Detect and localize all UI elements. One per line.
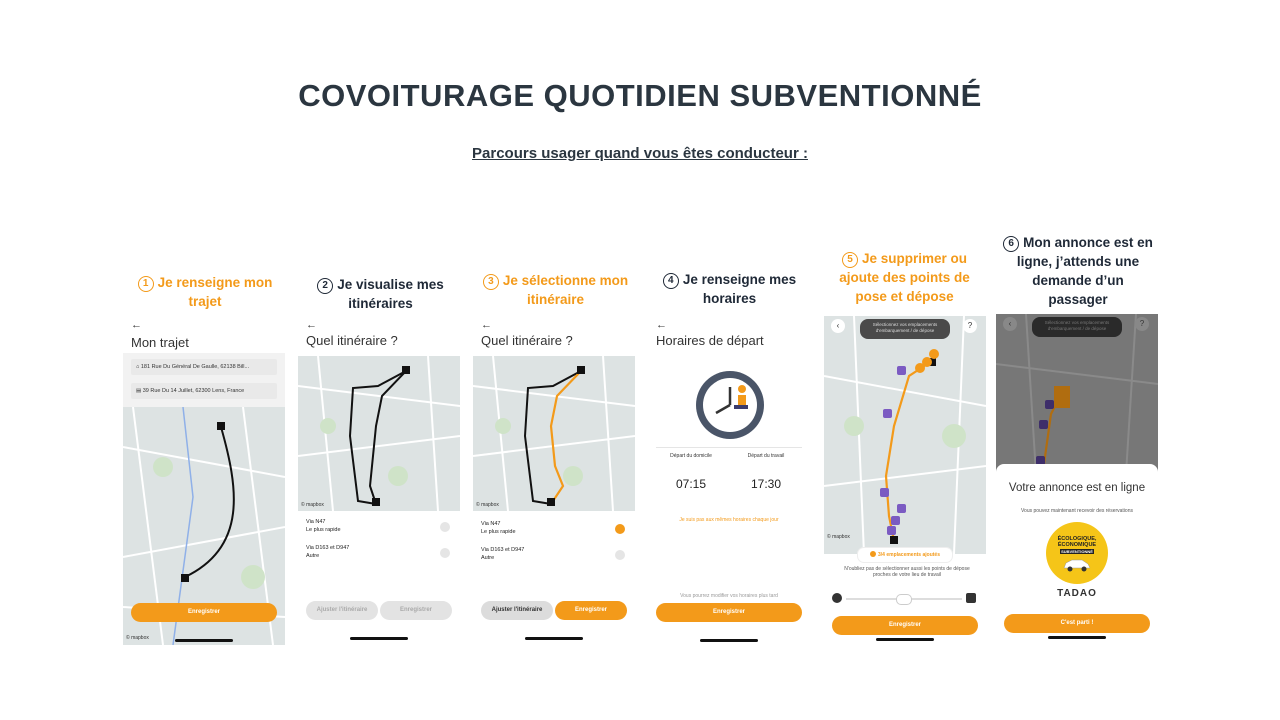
route-map[interactable]	[298, 356, 460, 511]
origin-address-field[interactable]	[131, 359, 277, 375]
stops-map[interactable]	[824, 316, 986, 554]
dimmed-map	[996, 314, 1158, 474]
save-button[interactable]: Enregistrer	[380, 601, 452, 620]
screen-quel-itineraire	[298, 317, 460, 645]
step-number: 6	[1003, 236, 1019, 252]
screen-heading: Quel itinéraire ?	[306, 333, 398, 348]
route-radio[interactable]	[615, 550, 625, 560]
departure-home-time[interactable]: 07:15	[675, 477, 707, 491]
route-option-subtitle: Le plus rapide	[306, 527, 341, 533]
departure-work-time[interactable]: 17:30	[750, 477, 782, 491]
save-button[interactable]: Enregistrer	[555, 601, 627, 620]
page-subtitle: Parcours usager quand vous êtes conducteur :	[472, 145, 808, 162]
mapbox-logo: © mapbox	[301, 502, 324, 508]
route-option-subtitle: Autre	[306, 553, 320, 559]
save-button[interactable]: Enregistrer	[131, 603, 277, 622]
destination-address-field[interactable]	[131, 383, 277, 399]
help-icon[interactable]: ?	[963, 319, 977, 333]
modify-later-note: Vous pourrez modifier vos horaires plus tard	[680, 593, 778, 599]
screen-mon-trajet	[123, 317, 285, 645]
clock-illustration	[694, 369, 766, 441]
page-title: COVOITURAGE QUOTIDIEN SUBVENTIONNÉ	[298, 78, 982, 113]
route-option-subtitle: Autre	[481, 555, 495, 561]
back-icon[interactable]: ‹	[831, 319, 845, 333]
different-hours-link[interactable]: Je suis pas aux mêmes horaires chaque jour	[679, 517, 779, 523]
step-4-caption	[652, 270, 807, 308]
step-text: Je supprimer ou ajoute des points de pose et dépose	[839, 251, 970, 304]
home-indicator	[876, 638, 934, 641]
step-number: 2	[317, 278, 333, 294]
home-indicator	[525, 637, 583, 640]
step-text: Je renseigne mes horaires	[682, 272, 797, 306]
back-arrow-icon[interactable]: ←	[656, 319, 667, 331]
route-option-title: Via N47	[481, 521, 501, 527]
home-icon: ⌂	[136, 364, 141, 370]
help-icon[interactable]: ?	[1135, 317, 1149, 331]
stops-count-chip	[857, 547, 953, 563]
route-option-2[interactable]	[298, 545, 460, 565]
route-option-title: Via D163 et D947	[306, 545, 350, 551]
route-radio-selected[interactable]	[615, 524, 625, 534]
instruction-banner: Sélectionnez vos emplacements d'embarquement / de dépose	[1032, 317, 1122, 337]
screen-horaires	[648, 317, 810, 645]
mapbox-logo: © mapbox	[827, 534, 850, 540]
route-radio[interactable]	[440, 548, 450, 558]
screen-heading: Quel itinéraire ?	[481, 333, 573, 348]
route-option-title: Via D163 et D947	[481, 547, 525, 553]
save-button[interactable]: Enregistrer	[832, 616, 978, 635]
step-number: 1	[138, 276, 154, 292]
mapbox-logo: © mapbox	[126, 635, 149, 641]
step-text: Mon annonce est en ligne, j’attends une demande d’un passager	[1016, 235, 1153, 307]
slider-thumb[interactable]	[896, 594, 912, 605]
step-text: Je renseigne mon trajet	[157, 275, 273, 309]
screen-points-pose	[824, 316, 986, 641]
home-indicator	[350, 637, 408, 640]
route-map[interactable]	[473, 356, 635, 511]
pin-icon	[870, 551, 876, 557]
departure-work-label: Départ du travail	[747, 453, 785, 459]
screen-heading: Mon trajet	[131, 335, 189, 350]
home-icon	[832, 593, 842, 603]
screen-annonce-en-ligne	[996, 314, 1158, 641]
confirmation-sheet	[996, 464, 1158, 641]
step-number: 3	[483, 274, 499, 290]
step-number: 5	[842, 252, 858, 268]
route-radio[interactable]	[440, 522, 450, 532]
back-arrow-icon[interactable]: ←	[131, 319, 142, 331]
step-text: Je sélectionne mon itinéraire	[502, 273, 629, 307]
route-option-title: Via N47	[306, 519, 326, 525]
route-option-2[interactable]	[473, 547, 635, 567]
badge-line-3: SUBVENTIONNÉ	[1061, 549, 1093, 554]
step-6-caption	[1003, 233, 1153, 309]
instruction-banner: Sélectionnez vos emplacements d'embarquement / de dépose	[860, 319, 950, 339]
home-indicator	[700, 639, 758, 642]
route-option-subtitle: Le plus rapide	[481, 529, 516, 535]
back-arrow-icon[interactable]: ←	[306, 319, 317, 331]
home-indicator	[175, 639, 233, 642]
route-options-sheet	[298, 511, 460, 645]
route-option-1[interactable]	[473, 521, 635, 541]
origin-address-text: 181 Rue Du Général De Gaulle, 62138 Bill...	[140, 364, 250, 370]
screen-heading: Horaires de départ	[656, 333, 764, 348]
destination-address-text: 39 Rue Du 14 Juillet, 62300 Lens, France	[142, 388, 245, 394]
save-button[interactable]: Enregistrer	[656, 603, 802, 622]
tadao-logo: TADAO	[1057, 588, 1097, 599]
back-icon[interactable]: ‹	[1003, 317, 1017, 331]
step-number: 4	[663, 273, 679, 289]
badge-line-1: ÉCOLOGIQUE,	[1057, 536, 1097, 542]
adjust-route-button[interactable]: Ajuster l'itinéraire	[481, 601, 553, 620]
route-option-1[interactable]	[298, 519, 460, 539]
mapbox-logo: © mapbox	[476, 502, 499, 508]
departure-home-label: Départ du domicile	[670, 453, 712, 459]
time-slider[interactable]	[832, 593, 978, 605]
dropoff-hint: N'oubliez pas de sélectionner aussi les points de dépose proches de votre lieu de travail	[844, 566, 970, 578]
home-indicator	[1048, 636, 1106, 639]
screen-select-itineraire	[473, 317, 635, 645]
start-button[interactable]: C'est parti !	[1004, 614, 1150, 633]
adjust-route-button[interactable]: Ajuster l'itinéraire	[306, 601, 378, 620]
step-1-caption	[130, 273, 280, 311]
back-arrow-icon[interactable]: ←	[481, 319, 492, 331]
confirmation-heading: Votre annonce est en ligne	[1008, 482, 1146, 494]
badge-line-2: ÉCONOMIQUE	[1057, 542, 1097, 548]
briefcase-icon: ▤	[136, 388, 143, 394]
step-text: Je visualise mes itinéraires	[337, 277, 444, 311]
stops-count-text: 3/4 emplacements ajoutés	[878, 552, 940, 558]
work-icon	[966, 593, 976, 603]
step-5-caption	[827, 249, 982, 306]
car-icon	[1062, 558, 1092, 572]
eco-badge	[1046, 522, 1108, 584]
step-3-caption	[478, 271, 633, 309]
route-options-sheet	[473, 511, 635, 645]
confirmation-text: Vous pouvez maintenant recevoir des réservations	[1020, 508, 1133, 514]
step-2-caption	[303, 275, 458, 313]
